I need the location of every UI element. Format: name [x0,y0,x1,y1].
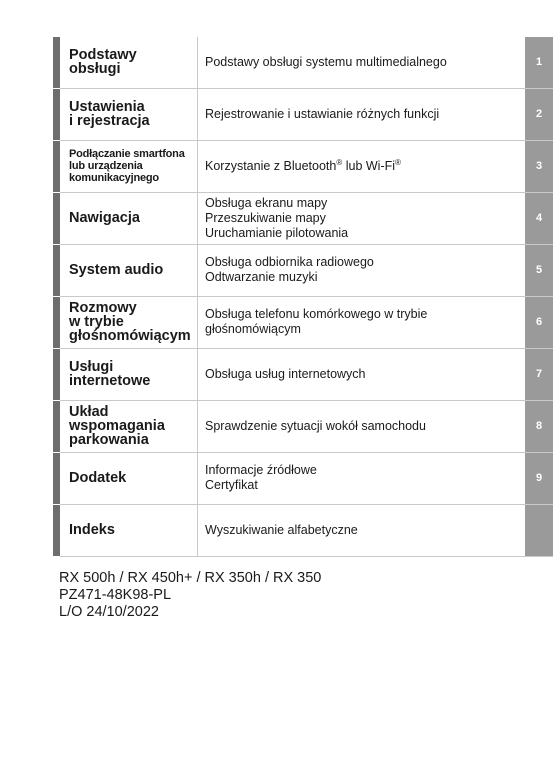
toc-row-8[interactable] [53,401,553,452]
toc-row-7[interactable] [53,349,553,400]
description-line: Sprawdzenie sytuacji wokół samochodu [205,418,426,433]
section-number-tab[interactable]: 1 [525,37,553,88]
description-line: głośnomówiącym [205,322,301,337]
description-line: Obsługa odbiornika radiowego [205,255,374,270]
section-number-tab[interactable]: 2 [525,89,553,140]
toc-row-index[interactable] [53,505,553,556]
document-date: L/O 24/10/2022 [59,604,159,620]
description-text: Korzystanie z Bluetooth [205,158,337,173]
section-tab-bar [53,89,60,140]
description-line: Uruchamianie pilotowania [205,225,349,240]
description-line: Informacje źródłowe [205,463,317,478]
toc-row-1[interactable] [53,37,553,88]
section-title: Indeks [60,505,198,556]
section-tab-bar [53,193,60,244]
section-description [198,193,525,244]
section-title: Dodatek [60,453,198,504]
section-number-tab[interactable] [525,505,553,556]
section-description [198,401,525,452]
document-code: PZ471-48K98-PL [59,587,172,603]
toc-row-2[interactable] [53,89,553,140]
section-description [198,453,525,504]
section-number-tab[interactable]: 6 [525,297,553,348]
section-description [198,297,525,348]
description-line: Przeszukiwanie mapy [205,210,326,225]
section-number-tab[interactable]: 8 [525,401,553,452]
section-number-tab[interactable]: 3 [525,141,553,192]
section-title: Ustawienia i rejestracja [60,89,198,140]
section-title: System audio [60,245,198,296]
section-title: Podstawy obsługi [60,37,198,88]
toc-row-9[interactable] [53,453,553,504]
section-description [198,37,525,88]
description-line: Rejestrowanie i ustawianie różnych funkcji [205,106,440,121]
section-title: Usługi internetowe [60,349,198,400]
document-footer [59,570,321,621]
section-title: Rozmowy w trybie głośnomówiącym [60,297,198,348]
description-line: Podstawy obsługi systemu multimedialnego [205,54,447,69]
section-tab-bar [53,453,60,504]
description-line: Certyfikat [205,478,258,493]
registered-mark: ® [336,157,343,167]
toc-row-5[interactable] [53,245,553,296]
section-description [198,141,525,192]
section-number-tab[interactable]: 5 [525,245,553,296]
toc-row-6[interactable] [53,297,553,348]
toc-row-4[interactable] [53,193,553,244]
description-line [205,159,525,174]
section-description [198,245,525,296]
section-description [198,89,525,140]
registered-mark: ® [395,157,401,167]
table-of-contents [53,37,553,557]
section-tab-bar [53,297,60,348]
description-line: Obsługa telefonu komórkowego w trybie [205,307,428,322]
description-line: Obsługa usług internetowych [205,366,366,381]
section-title: Układ wspomagania parkowania [60,401,198,452]
section-description [198,349,525,400]
description-line: Odtwarzanie muzyki [205,270,318,285]
section-tab-bar [53,505,60,556]
section-description [198,505,525,556]
section-tab-bar [53,245,60,296]
section-tab-bar [53,37,60,88]
description-text: lub Wi-Fi [345,158,396,173]
section-number-tab[interactable]: 9 [525,453,553,504]
section-tab-bar [53,349,60,400]
model-list: RX 500h / RX 450h+ / RX 350h / RX 350 [59,570,322,586]
section-tab-bar [53,141,60,192]
section-title: Nawigacja [60,193,198,244]
section-tab-bar [53,401,60,452]
description-line: Obsługa ekranu mapy [205,195,328,210]
description-line: Wyszukiwanie alfabetyczne [205,522,358,537]
toc-row-3[interactable] [53,141,553,192]
section-number-tab[interactable]: 4 [525,193,553,244]
section-number-tab[interactable]: 7 [525,349,553,400]
section-title: Podłączanie smartfona lub urządzenia komunikacyjnego [60,141,198,192]
